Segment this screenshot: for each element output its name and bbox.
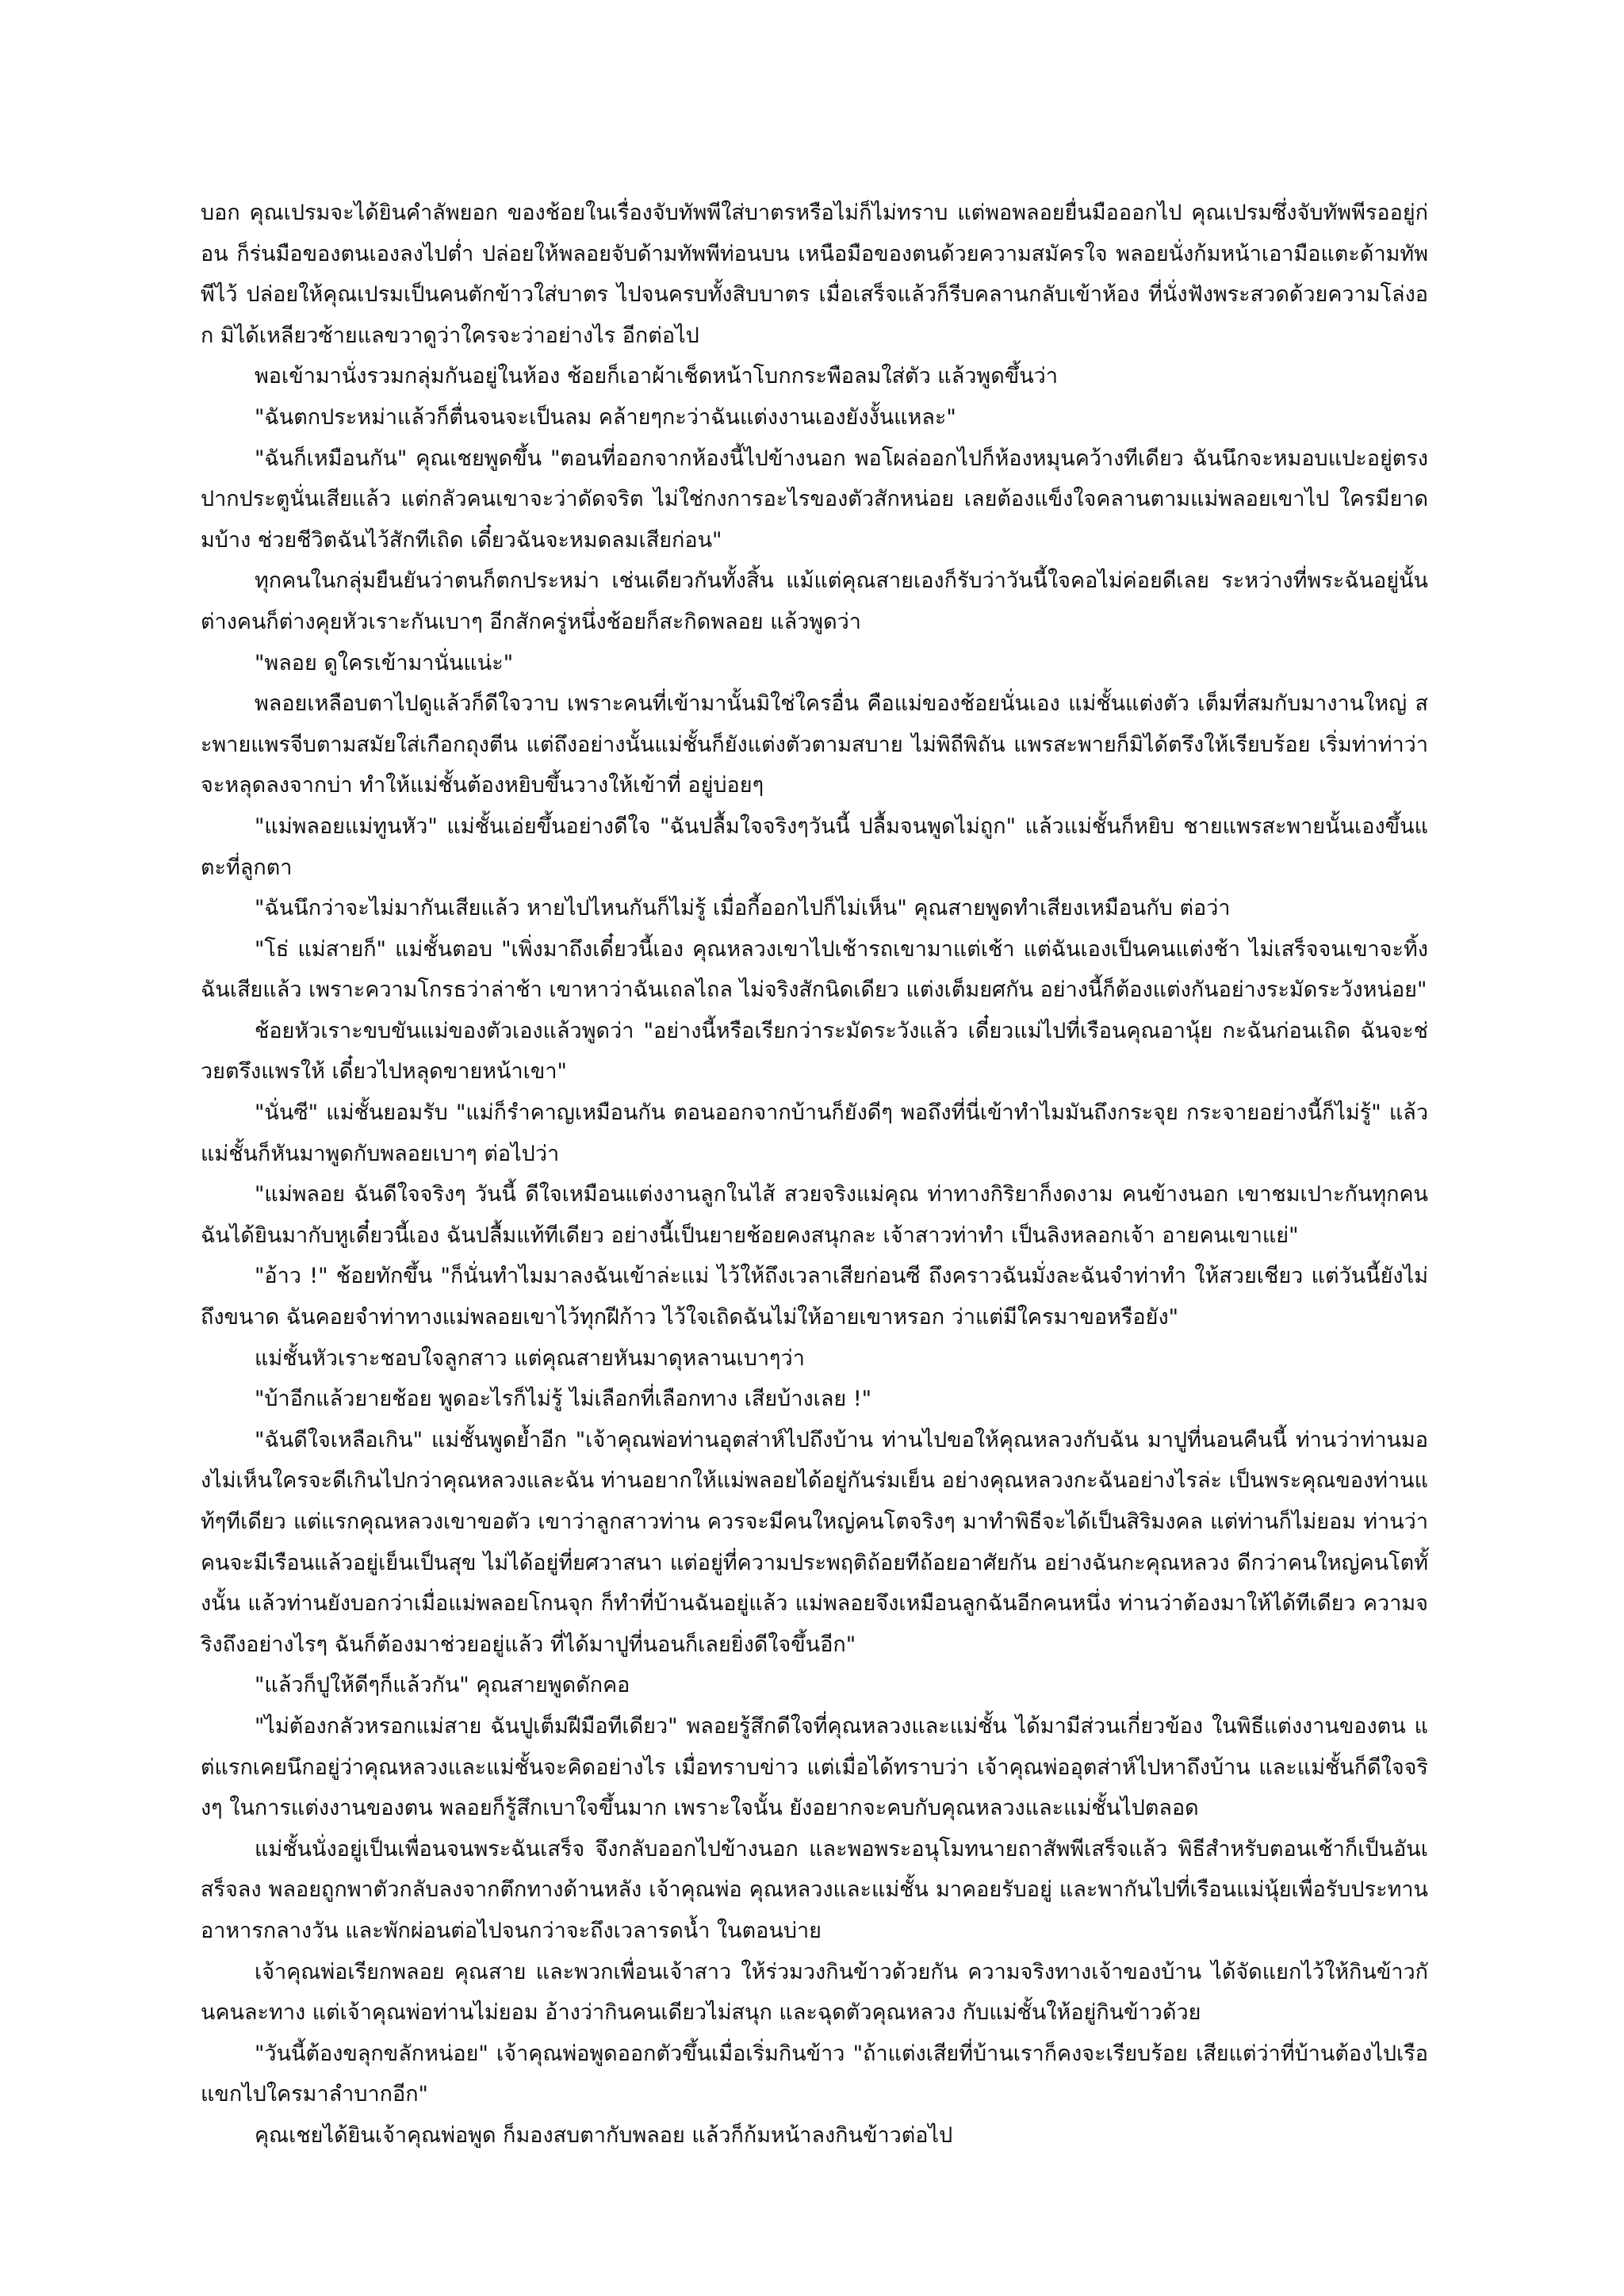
paragraph: "วันนี้ต้องขลุกขลักหน่อย" เจ้าคุณพ่อพูดออกตัวขึ้นเมื่อเริ่มกินข้าว "ถ้าแต่งเสียที่บ้านเราก็คงจะเรียบร้อย เสียแต่ว่าที่บ้านต้องไปเรือ แขกไปใครมาลำบากอีก": [201, 2041, 1428, 2107]
paragraph: "ฉันก็เหมือนกัน" คุณเชยพูดขึ้น "ตอนที่ออกจากห้องนี้ไปข้างนอก พอโผล่ออกไปก็ห้องหมุนคว้างทีเดียว ฉันนึกจะหมอบแปะอยู่ตรงปากประตูนั่นเสียแล้ว แต่กลัวคนเขาจะว่าดัดจริต ไม่ใช่กงการอะไรของตัวสักหน่อย เลยต้องแข็งใจคลานตามแม่พลอยเขาไป ใครมียาดมบ้าง ช่วยชีวิตฉันไว้สักทีเถิด เดี๋ยวฉันจะหมดลมเสียก่อน": [201, 446, 1428, 553]
paragraph: ทุกคนในกลุ่มยืนยันว่าตนก็ตกประหม่า เช่นเดียวกันทั้งสิ้น แม้แต่คุณสายเองก็รับว่าวันนี้ใจคอไม่ค่อยดีเลย ระหว่างที่พระฉันอยู่นั้น ต่างคนก็ต่างคุยหัวเราะกันเบาๆ อีกสักครู่หนึ่งช้อยก็สะกิดพลอย แล้วพูดว่า: [201, 568, 1428, 634]
paragraph: "นั่นซี" แม่ชั้นยอมรับ "แม่ก็รำคาญเหมือนกัน ตอนออกจากบ้านก็ยังดีๆ พอถึงที่นี่เข้าทำไมมันถึงกระจุย กระจายอย่างนี้ก็ไม่รู้" แล้วแม่ชั้นก็หันมาพูดกับพลอยเบาๆ ต่อไปว่า: [201, 1100, 1428, 1166]
paragraph: "ฉันตกประหม่าแล้วก็ตื่นจนจะเป็นลม คล้ายๆกะว่าฉันแต่งงานเองยังงั้นแหละ": [255, 404, 956, 430]
paragraph: "บ้าอีกแล้วยายช้อย พูดอะไรก็ไม่รู้ ไม่เลือกที่เลือกทาง เสียบ้างเลย !": [255, 1387, 872, 1412]
paragraph: "แล้วก็ปูให้ดีๆก็แล้วกัน" คุณสายพูดดักคอ: [255, 1673, 630, 1698]
paragraph: เจ้าคุณพ่อเรียกพลอย คุณสาย และพวกเพื่อนเจ้าสาว ให้ร่วมวงกินข้าวด้วยกัน ความจริงทางเจ้าของบ้าน ได้จัดแยกไว้ให้กินข้าวกันคนละทาง แต่เจ้าคุณพ่อท่านไม่ยอม อ้างว่ากินคนเดียวไม่สนุก และฉุดตัวคุณหลวง กับแม่ชั้นให้อยู่กินข้าวด้วย: [201, 1959, 1428, 2026]
paragraph: แม่ชั้นนั่งอยู่เป็นเพื่อนจนพระฉันเสร็จ จึงกลับออกไปข้างนอก และพอพระอนุโมทนายถาสัพพีเสร็จแล้ว พิธีสำหรับตอนเช้าก็เป็นอันเสร็จลง พลอยถูกพาตัวกลับลงจากตึกทางด้านหลัง เจ้าคุณพ่อ คุณหลวงและแม่ชั้น มาคอยรับอยู่ และพากันไปที่เรือนแม่นุ้ยเพื่อรับประทานอาหารกลางวัน และพักผ่อนต่อไปจนกว่าจะถึงเวลารดน้ำ ในตอนบ่าย: [201, 1836, 1428, 1943]
paragraph: ช้อยหัวเราะขบขันแม่ของตัวเองแล้วพูดว่า "อย่างนี้หรือเรียกว่าระมัดระวังแล้ว เดี๋ยวแม่ไปที่เรือนคุณอานุ้ย กะฉันก่อนเถิด ฉันจะช่วยตรึงแพรให้ เดี๋ยวไปหลุดขายหน้าเขา": [201, 1018, 1428, 1085]
paragraph: "แม่พลอย ฉันดีใจจริงๆ วันนี้ ดีใจเหมือนแต่งงานลูกในไส้ สวยจริงแม่คุณ ท่าทางกิริยาก็งดงาม คนข้างนอก เขาชมเปาะกันทุกคน ฉันได้ยินมากับหูเดี๋ยวนี้เอง ฉันปลื้มแท้ทีเดียว อย่างนี้เป็นยายช้อยคงสนุกละ เจ้าสาวท่าทำ เป็นลิงหลอกเจ้า อายคนเขาแย่": [201, 1182, 1428, 1248]
paragraph: "ไม่ต้องกลัวหรอกแม่สาย ฉันปูเต็มฝีมือทีเดียว" พลอยรู้สึกดีใจที่คุณหลวงและแม่ชั้น ได้มามีส่วนเกี่ยวข้อง ในพิธีแต่งงานของตน แต่แรกเคยนึกอยู่ว่าคุณหลวงและแม่ชั้นจะคิดอย่างไร เมื่อทราบข่าว แต่เมื่อได้ทราบว่า เจ้าคุณพ่ออุตส่าห์ไปหาถึงบ้าน และแม่ชั้นก็ดีใจจริงๆ ในการแต่งงานของตน พลอยก็รู้สึกเบาใจขึ้นมาก เพราะใจนั้น ยังอยากจะคบกับคุณหลวงและแม่ชั้นไปตลอด: [201, 1713, 1428, 1821]
paragraph: คุณเชยได้ยินเจ้าคุณพ่อพูด ก็มองสบตากับพลอย แล้วก็ก้มหน้าลงกินข้าวต่อไป: [255, 2122, 953, 2148]
paragraph: "โธ่ แม่สายก็" แม่ชั้นตอบ "เพิ่งมาถึงเดี๋ยวนี้เอง คุณหลวงเขาไปเช้ารถเขามาแต่เช้า แต่ฉันเองเป็นคนแต่งช้า ไม่เสร็จจนเขาจะทิ้งฉันเสียแล้ว เพราะความโกรธว่าล่าช้า เขาหาว่าฉันเถลไถล ไม่จริงสักนิดเดียว แต่งเต็มยศกัน อย่างนี้ก็ต้องแต่งกันอย่างระมัดระวังหน่อย": [201, 936, 1428, 1003]
body-text: [201, 193, 1428, 2156]
paragraph: "พลอย ดูใครเข้ามานั่นแน่ะ": [255, 650, 514, 675]
paragraph: บอก คุณเปรมจะได้ยินคำลัพยอก ของช้อยในเรื่องจับทัพพีใส่บาตรหรือไม่ก็ไม่ทราบ แต่พอพลอยยื่นมือออกไป คุณเปรมซึ่งจับทัพพีรออยู่ก่อน ก็ร่นมือของตนเองลงไปต่ำ ปล่อยให้พลอยจับด้ามทัพพีท่อนบน เหนือมือของตนด้วยความสมัครใจ พลอยนั่งก้มหน้าเอามือแตะด้ามทัพพีไว้ ปล่อยให้คุณเปรมเป็นคนตักข้าวใส่บาตร ไปจนครบทั้งสิบบาตร เมื่อเสร็จแล้วก็รีบคลานกลับเข้าห้อง ที่นั่งฟังพระสวดด้วยความโล่งอก มิได้เหลียวซ้ายแลขวาดูว่าใครจะว่าอย่างไร อีกต่อไป: [201, 201, 1428, 348]
paragraph: แม่ชั้นหัวเราะชอบใจลูกสาว แต่คุณสายหันมาดุหลานเบาๆว่า: [255, 1345, 805, 1371]
paragraph: พลอยเหลือบตาไปดูแล้วก็ดีใจวาบ เพราะคนที่เข้ามานั้นมิใช่ใครอื่น คือแม่ของช้อยนั่นเอง แม่ชั้นแต่งตัว เต็มที่สมกับมางานใหญ่ สะพายแพรจีบตามสมัยใส่เกือกถุงตีน แต่ถึงอย่างนั้นแม่ชั้นก็ยังแต่งตัวตามสบาย ไม่พิถีพิถัน แพรสะพายก็มิได้ตรึงให้เรียบร้อย เริ่มท่าท่าว่าจะหลุดลงจากบ่า ทำให้แม่ชั้นต้องหยิบขึ้นวางให้เข้าที่ อยู่บ่อยๆ: [201, 691, 1428, 798]
paragraph: "ฉันนึกว่าจะไม่มากันเสียแล้ว หายไปไหนกันก็ไม่รู้ เมื่อกี้ออกไปก็ไม่เห็น" คุณสายพูดทำเสียงเหมือนกับ ต่อว่า: [255, 896, 1231, 921]
paragraph: "อ้าว !" ช้อยทักขึ้น "ก็นั่นทำไมมาลงฉันเข้าล่ะแม่ ไว้ให้ถึงเวลาเสียก่อนซี ถึงคราวฉันมั่งละฉันจำท่าทำ ให้สวยเชียว แต่วันนี้ยังไม่ถึงขนาด ฉันคอยจำท่าทางแม่พลอยเขาไว้ทุกฝีก้าว ไว้ใจเถิดฉันไม่ให้อายเขาหรอก ว่าแต่มีใครมาขอหรือยัง": [201, 1264, 1428, 1330]
paragraph: "แม่พลอยแม่ทูนหัว" แม่ชั้นเอ่ยขึ้นอย่างดีใจ "ฉันปลื้มใจจริงๆวันนี้ ปลื้มจนพูดไม่ถูก" แล้วแม่ชั้นก็หยิบ ชายแพรสะพายนั้นเองขึ้นแตะที่ลูกตา: [201, 813, 1428, 880]
paragraph: "ฉันดีใจเหลือเกิน" แม่ชั้นพูดย้ำอีก "เจ้าคุณพ่อท่านอุตส่าห์ไปถึงบ้าน ท่านไปขอให้คุณหลวงกับฉัน มาปูที่นอนคืนนี้ ท่านว่าท่านมองไม่เห็นใครจะดีเกินไปกว่าคุณหลวงและฉัน ท่านอยากให้แม่พลอยได้อยู่กันร่มเย็น อย่างคุณหลวงกะฉันอย่างไรล่ะ เป็นพระคุณของท่านแท้ๆทีเดียว แต่แรกคุณหลวงเขาขอตัว เขาว่าลูกสาวท่าน ควรจะมีคนใหญ่คนโตจริงๆ มาทำพิธีจะได้เป็นสิริมงคล แต่ท่านก็ไม่ยอม ท่านว่าคนจะมีเรือนแล้วอยู่เย็นเป็นสุข ไม่ได้อยู่ที่ยศวาสนา แต่อยู่ที่ความประพฤติถ้อยทีถ้อยอาศัยกัน อย่างฉันกะคุณหลวง ดีกว่าคนใหญ่คนโตทั้งนั้น แล้วท่านยังบอกว่าเมื่อแม่พลอยโกนจุก ก็ทำที่บ้านฉันอยู่แล้ว แม่พลอยจึงเหมือนลูกฉันอีกคนหนึ่ง ท่านว่าต้องมาให้ได้ทีเดียว ความจริงถึงอย่างไรๆ ฉันก็ต้องมาช่วยอยู่แล้ว ที่ได้มาปูที่นอนก็เลยยิ่งดีใจขึ้นอีก": [201, 1427, 1428, 1657]
paragraph: พอเข้ามานั่งรวมกลุ่มกันอยู่ในห้อง ช้อยก็เอาผ้าเช็ดหน้าโบกกระพือลมใส่ตัว แล้วพูดขึ้นว่า: [255, 364, 1058, 389]
